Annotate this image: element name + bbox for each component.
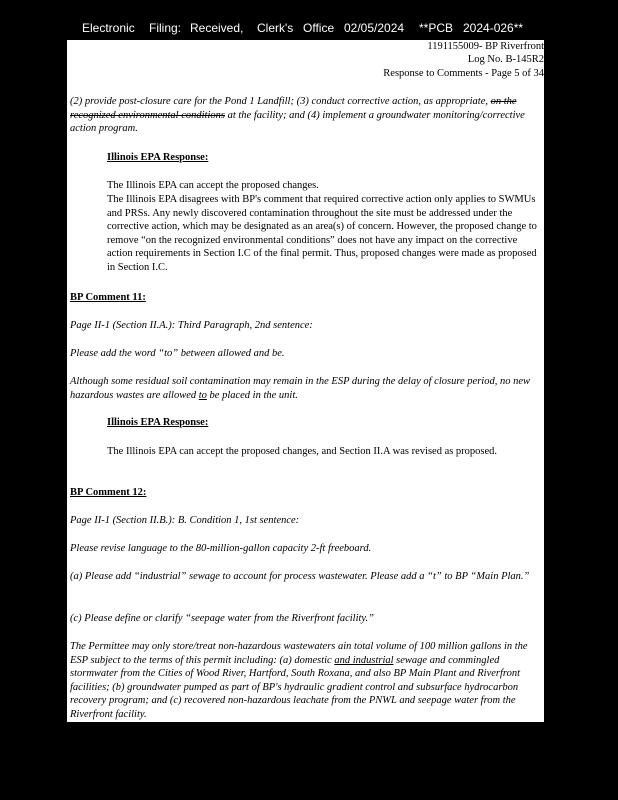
header-page-number: Response to Comments - Page 5 of 34 xyxy=(383,68,544,79)
epa-response-1-body: The Illinois EPA disagrees with BP's comment that required corrective action only applies to SWMUs and PRSs. Any newly discovered contamination throughout the site must be addressed under the corrective action, which may be designated as an area(s) of concern. However, the proposed change to remove “on the recognized environmental conditions” does not have any impact on the corrective action requirements in Section I.C of the final permit. Thus, proposed changes were made as proposed in Section I.C. xyxy=(107,194,537,273)
struck-text: on the recognized environmental conditions xyxy=(70,96,517,121)
bp-comment-12-request: Please revise language to the 80-million-gallon capacity 2-ft freeboard. xyxy=(70,543,372,554)
header-facility-id: 1191155009- BP Riverfront xyxy=(427,41,544,52)
filing-stamp-banner xyxy=(0,18,618,40)
epa-response-heading-2: Illinois EPA Response: xyxy=(107,417,209,428)
bp-comment-11-reference: Page II-1 (Section II.A.): Third Paragraph, 2nd sentence: xyxy=(70,320,313,331)
banner-received: Received, xyxy=(190,21,244,35)
epa-response-1-line-1: The Illinois EPA can accept the proposed changes. xyxy=(107,180,319,191)
document-page xyxy=(67,40,544,722)
bp-comment-11-request: Please add the word “to” between allowed and be. xyxy=(70,348,285,359)
bp-comment-12-item-c: (c) Please define or clarify “seepage water from the Riverfront facility.” xyxy=(70,613,374,624)
bp-comment-12-item-a: (a) Please add “industrial” sewage to account for process wastewater. Please add a “t” to BP “Main Plan.” xyxy=(70,571,530,582)
banner-docket: 2024-026** xyxy=(463,21,524,35)
banner-pcb: **PCB xyxy=(419,21,454,35)
banner-electronic: Electronic xyxy=(82,21,135,35)
bp-comment-11-text: Although some residual soil contamination may remain in the ESP during the delay of closure period, no new hazardous wastes are allowed to be placed in the unit. xyxy=(70,376,531,401)
banner-office: Office xyxy=(303,21,335,35)
bp-comment-12-text: The Permittee may only store/treat non-hazardous wastewaters ain total volume of 100 million gallons in the ESP subject to the terms of this permit including: (a) domestic and industrial sewage and commingled stormwater from the Cities of Wood River, Hartford, South Roxana, and also BP Main Plant and Riverfront facilities; (b) groundwater pumped as part of BP's hydraulic gradient control and subsurface hydrocarbon recovery program; and (c) recovered non-hazardous leachate from the PNWL and seepage water from the Riverfront facility. xyxy=(70,641,528,720)
banner-clerks: Clerk's xyxy=(257,21,294,35)
banner-filing: Filing: xyxy=(149,21,182,35)
epa-response-2-body: The Illinois EPA can accept the proposed changes, and Section II.A was revised as proposed. xyxy=(107,446,498,457)
bp-comment-12-reference: Page II-1 (Section II.B.): B. Condition 1, 1st sentence: xyxy=(70,515,300,526)
intro-paragraph: (2) provide post-closure care for the Pond 1 Landfill; (3) conduct corrective action, as appropriate, on the recognized environmental conditions at the facility; and (4) implement a groundwater monitoring/corrective action program. xyxy=(70,96,525,134)
banner-date: 02/05/2024 xyxy=(344,21,405,35)
epa-response-heading-1: Illinois EPA Response: xyxy=(107,152,209,163)
header-log-number: Log No. B-145R2 xyxy=(467,54,544,65)
bp-comment-12-heading: BP Comment 12: xyxy=(70,487,147,498)
bp-comment-11-heading: BP Comment 11: xyxy=(70,292,146,303)
